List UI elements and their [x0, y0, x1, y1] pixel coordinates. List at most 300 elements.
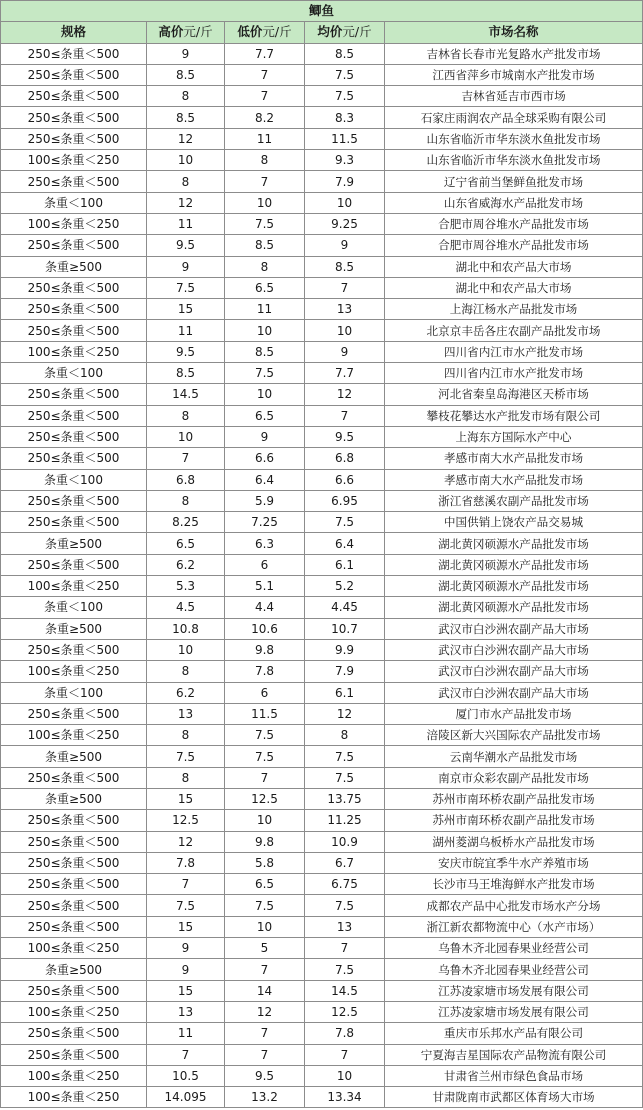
- cell-spec: 条重＜100: [1, 192, 147, 213]
- cell-avg: 10.9: [305, 831, 385, 852]
- table-row: [1, 341, 643, 362]
- cell-market: 四川省内江市水产批发市场: [385, 363, 643, 384]
- title-row: [1, 1, 643, 22]
- cell-avg: 6.75: [305, 874, 385, 895]
- cell-market: 石家庄雨润农产品全球采购有限公司: [385, 107, 643, 128]
- cell-high: 12.5: [147, 810, 225, 831]
- cell-market: 湖北中和农产品大市场: [385, 256, 643, 277]
- cell-market: 南京市众彩农副产品批发市场: [385, 767, 643, 788]
- table-row: [1, 874, 643, 895]
- cell-high: 12: [147, 128, 225, 149]
- cell-market: 安庆市皖宜季牛水产养殖市场: [385, 852, 643, 873]
- cell-high: 8.5: [147, 64, 225, 85]
- cell-market: 甘肃省兰州市绿色食品市场: [385, 1065, 643, 1086]
- cell-high: 8: [147, 171, 225, 192]
- cell-low: 7.5: [225, 746, 305, 767]
- table-row: [1, 448, 643, 469]
- cell-spec: 250≤条重＜500: [1, 107, 147, 128]
- table-row: [1, 788, 643, 809]
- cell-low: 7: [225, 1023, 305, 1044]
- cell-low: 10.6: [225, 618, 305, 639]
- cell-high: 13: [147, 703, 225, 724]
- table-row: [1, 533, 643, 554]
- cell-market: 湖北黄冈硕源水产品批发市场: [385, 576, 643, 597]
- cell-avg: 11.25: [305, 810, 385, 831]
- cell-high: 8.5: [147, 107, 225, 128]
- cell-high: 9: [147, 959, 225, 980]
- cell-market: 武汉市白沙洲农副产品大市场: [385, 682, 643, 703]
- cell-avg: 14.5: [305, 980, 385, 1001]
- cell-low: 7: [225, 86, 305, 107]
- cell-high: 8: [147, 490, 225, 511]
- cell-high: 13: [147, 1001, 225, 1022]
- cell-high: 7: [147, 448, 225, 469]
- cell-high: 14.095: [147, 1087, 225, 1108]
- header-market: 市场名称: [385, 22, 643, 43]
- table-row: [1, 192, 643, 213]
- cell-avg: 7.7: [305, 363, 385, 384]
- table-row: [1, 512, 643, 533]
- cell-market: 乌鲁木齐北园春果业经营公司: [385, 959, 643, 980]
- table-row: [1, 576, 643, 597]
- cell-spec: 250≤条重＜500: [1, 277, 147, 298]
- cell-avg: 10: [305, 320, 385, 341]
- cell-low: 8.5: [225, 235, 305, 256]
- cell-spec: 250≤条重＜500: [1, 448, 147, 469]
- cell-market: 重庆市乐邦水产品有限公司: [385, 1023, 643, 1044]
- table-row: [1, 384, 643, 405]
- cell-low: 10: [225, 384, 305, 405]
- cell-low: 11: [225, 128, 305, 149]
- table-row: [1, 64, 643, 85]
- table-row: [1, 405, 643, 426]
- cell-high: 8.25: [147, 512, 225, 533]
- cell-spec: 250≤条重＜500: [1, 810, 147, 831]
- cell-market: 武汉市白沙洲农副产品大市场: [385, 639, 643, 660]
- cell-market: 浙江省慈溪农副产品批发市场: [385, 490, 643, 511]
- cell-market: 武汉市白沙洲农副产品大市场: [385, 661, 643, 682]
- cell-high: 10: [147, 426, 225, 447]
- cell-high: 6.2: [147, 554, 225, 575]
- cell-spec: 250≤条重＜500: [1, 639, 147, 660]
- cell-high: 6.2: [147, 682, 225, 703]
- cell-avg: 7.5: [305, 767, 385, 788]
- table-row: [1, 213, 643, 234]
- cell-spec: 250≤条重＜500: [1, 86, 147, 107]
- cell-spec: 250≤条重＜500: [1, 512, 147, 533]
- cell-avg: 7: [305, 405, 385, 426]
- cell-market: 武汉市白沙洲农副产品大市场: [385, 618, 643, 639]
- cell-high: 9.5: [147, 341, 225, 362]
- cell-high: 11: [147, 213, 225, 234]
- cell-high: 10: [147, 150, 225, 171]
- cell-high: 8: [147, 405, 225, 426]
- cell-market: 四川省内江市水产批发市场: [385, 341, 643, 362]
- cell-low: 7: [225, 959, 305, 980]
- cell-high: 7.5: [147, 895, 225, 916]
- cell-market: 孝感市南大水产品批发市场: [385, 469, 643, 490]
- cell-avg: 13: [305, 916, 385, 937]
- cell-low: 11: [225, 299, 305, 320]
- cell-high: 9: [147, 938, 225, 959]
- cell-low: 12: [225, 1001, 305, 1022]
- cell-spec: 250≤条重＜500: [1, 384, 147, 405]
- cell-low: 7.5: [225, 895, 305, 916]
- cell-avg: 7.5: [305, 959, 385, 980]
- cell-market: 辽宁省前当堡鲜鱼批发市场: [385, 171, 643, 192]
- cell-market: 湖北中和农产品大市场: [385, 277, 643, 298]
- cell-high: 7: [147, 1044, 225, 1065]
- cell-market: 湖州菱湖乌板桥水产品批发市场: [385, 831, 643, 852]
- cell-low: 9.8: [225, 639, 305, 660]
- cell-spec: 100≤条重＜250: [1, 1065, 147, 1086]
- cell-low: 11.5: [225, 703, 305, 724]
- table-row: [1, 426, 643, 447]
- cell-spec: 250≤条重＜500: [1, 703, 147, 724]
- cell-high: 8: [147, 86, 225, 107]
- cell-avg: 13: [305, 299, 385, 320]
- table-row: [1, 320, 643, 341]
- cell-high: 15: [147, 980, 225, 1001]
- cell-low: 7.5: [225, 213, 305, 234]
- cell-low: 8: [225, 150, 305, 171]
- cell-spec: 250≤条重＜500: [1, 874, 147, 895]
- cell-low: 6: [225, 554, 305, 575]
- cell-low: 6.6: [225, 448, 305, 469]
- table-row: [1, 86, 643, 107]
- cell-spec: 250≤条重＜500: [1, 554, 147, 575]
- cell-spec: 条重＜100: [1, 469, 147, 490]
- cell-spec: 100≤条重＜250: [1, 1087, 147, 1108]
- cell-avg: 9.25: [305, 213, 385, 234]
- table-row: [1, 895, 643, 916]
- table-row: [1, 980, 643, 1001]
- cell-avg: 8.5: [305, 256, 385, 277]
- cell-low: 9.8: [225, 831, 305, 852]
- cell-spec: 条重＜100: [1, 682, 147, 703]
- cell-high: 6.5: [147, 533, 225, 554]
- cell-low: 7.25: [225, 512, 305, 533]
- cell-market: 湖北黄冈硕源水产品批发市场: [385, 533, 643, 554]
- table-row: [1, 171, 643, 192]
- cell-high: 14.5: [147, 384, 225, 405]
- cell-spec: 条重≥500: [1, 618, 147, 639]
- cell-low: 10: [225, 192, 305, 213]
- cell-avg: 4.45: [305, 597, 385, 618]
- cell-spec: 250≤条重＜500: [1, 171, 147, 192]
- cell-market: 中国供销上饶农产品交易城: [385, 512, 643, 533]
- cell-spec: 250≤条重＜500: [1, 299, 147, 320]
- cell-market: 吉林省延吉市西市场: [385, 86, 643, 107]
- cell-spec: 100≤条重＜250: [1, 1001, 147, 1022]
- header-row: [1, 22, 643, 43]
- table-row: [1, 1087, 643, 1108]
- cell-low: 4.4: [225, 597, 305, 618]
- cell-high: 7.5: [147, 746, 225, 767]
- cell-high: 5.3: [147, 576, 225, 597]
- cell-spec: 250≤条重＜500: [1, 916, 147, 937]
- cell-market: 江苏凌家塘市场发展有限公司: [385, 1001, 643, 1022]
- cell-spec: 250≤条重＜500: [1, 490, 147, 511]
- table-row: [1, 682, 643, 703]
- cell-spec: 250≤条重＜500: [1, 895, 147, 916]
- cell-spec: 条重≥500: [1, 788, 147, 809]
- table-row: [1, 639, 643, 660]
- table-row: [1, 150, 643, 171]
- cell-avg: 7.5: [305, 512, 385, 533]
- cell-high: 9: [147, 43, 225, 64]
- header-avg: 均价元/斤: [305, 22, 385, 43]
- cell-spec: 250≤条重＜500: [1, 426, 147, 447]
- cell-spec: 250≤条重＜500: [1, 1044, 147, 1065]
- cell-market: 山东省临沂市华东淡水鱼批发市场: [385, 150, 643, 171]
- cell-spec: 条重≥500: [1, 959, 147, 980]
- cell-market: 湖北黄冈硕源水产品批发市场: [385, 554, 643, 575]
- cell-avg: 12: [305, 703, 385, 724]
- cell-high: 8.5: [147, 363, 225, 384]
- cell-market: 湖北黄冈硕源水产品批发市场: [385, 597, 643, 618]
- table-row: [1, 661, 643, 682]
- table-row: [1, 363, 643, 384]
- cell-market: 成都农产品中心批发市场水产分场: [385, 895, 643, 916]
- cell-high: 10.5: [147, 1065, 225, 1086]
- cell-market: 合肥市周谷堆水产品批发市场: [385, 213, 643, 234]
- table-row: [1, 618, 643, 639]
- cell-avg: 8.3: [305, 107, 385, 128]
- cell-low: 6: [225, 682, 305, 703]
- cell-avg: 8: [305, 725, 385, 746]
- cell-avg: 10: [305, 192, 385, 213]
- cell-high: 9: [147, 256, 225, 277]
- cell-spec: 250≤条重＜500: [1, 980, 147, 1001]
- cell-market: 上海江杨水产品批发市场: [385, 299, 643, 320]
- cell-high: 12: [147, 831, 225, 852]
- cell-market: 吉林省长春市光复路水产批发市场: [385, 43, 643, 64]
- cell-high: 15: [147, 916, 225, 937]
- cell-low: 8: [225, 256, 305, 277]
- cell-market: 浙江新农都物流中心（水产市场）: [385, 916, 643, 937]
- header-high: 高价元/斤: [147, 22, 225, 43]
- cell-market: 宁夏海吉星国际农产品物流有限公司: [385, 1044, 643, 1065]
- cell-spec: 250≤条重＜500: [1, 767, 147, 788]
- cell-market: 云南华潮水产品批发市场: [385, 746, 643, 767]
- cell-market: 长沙市马王堆海鲜水产批发市场: [385, 874, 643, 895]
- cell-avg: 9: [305, 235, 385, 256]
- table-row: [1, 597, 643, 618]
- cell-avg: 6.95: [305, 490, 385, 511]
- cell-low: 8.2: [225, 107, 305, 128]
- cell-spec: 条重＜100: [1, 597, 147, 618]
- header-spec: 规格: [1, 22, 147, 43]
- table-row: [1, 235, 643, 256]
- table-row: [1, 469, 643, 490]
- cell-market: 山东省威海水产品批发市场: [385, 192, 643, 213]
- cell-spec: 100≤条重＜250: [1, 341, 147, 362]
- cell-high: 11: [147, 320, 225, 341]
- cell-market: 孝感市南大水产品批发市场: [385, 448, 643, 469]
- cell-low: 9: [225, 426, 305, 447]
- cell-high: 9.5: [147, 235, 225, 256]
- cell-avg: 12: [305, 384, 385, 405]
- cell-avg: 7.5: [305, 746, 385, 767]
- cell-market: 江苏凌家塘市场发展有限公司: [385, 980, 643, 1001]
- cell-high: 7: [147, 874, 225, 895]
- cell-avg: 6.6: [305, 469, 385, 490]
- cell-spec: 250≤条重＜500: [1, 831, 147, 852]
- cell-avg: 7: [305, 1044, 385, 1065]
- cell-avg: 7.8: [305, 1023, 385, 1044]
- cell-avg: 6.8: [305, 448, 385, 469]
- cell-high: 10.8: [147, 618, 225, 639]
- cell-market: 涪陵区新大兴国际农产品批发市场: [385, 725, 643, 746]
- cell-spec: 250≤条重＜500: [1, 852, 147, 873]
- table-row: [1, 277, 643, 298]
- cell-low: 7: [225, 1044, 305, 1065]
- cell-market: 乌鲁木齐北园春果业经营公司: [385, 938, 643, 959]
- cell-high: 8: [147, 661, 225, 682]
- cell-spec: 100≤条重＜250: [1, 213, 147, 234]
- cell-spec: 250≤条重＜500: [1, 128, 147, 149]
- cell-spec: 条重≥500: [1, 256, 147, 277]
- cell-spec: 250≤条重＜500: [1, 1023, 147, 1044]
- cell-low: 7.5: [225, 725, 305, 746]
- header-low: 低价元/斤: [225, 22, 305, 43]
- cell-spec: 100≤条重＜250: [1, 576, 147, 597]
- table-row: [1, 959, 643, 980]
- cell-low: 6.3: [225, 533, 305, 554]
- table-row: [1, 554, 643, 575]
- cell-avg: 5.2: [305, 576, 385, 597]
- cell-low: 6.4: [225, 469, 305, 490]
- cell-high: 11: [147, 1023, 225, 1044]
- table-row: [1, 767, 643, 788]
- cell-avg: 13.75: [305, 788, 385, 809]
- cell-spec: 250≤条重＜500: [1, 64, 147, 85]
- cell-high: 8: [147, 767, 225, 788]
- cell-avg: 7.5: [305, 86, 385, 107]
- table-row: [1, 256, 643, 277]
- cell-spec: 100≤条重＜250: [1, 661, 147, 682]
- cell-low: 9.5: [225, 1065, 305, 1086]
- cell-avg: 10.7: [305, 618, 385, 639]
- table-row: [1, 746, 643, 767]
- cell-low: 7: [225, 767, 305, 788]
- table-row: [1, 852, 643, 873]
- cell-avg: 13.34: [305, 1087, 385, 1108]
- table-row: [1, 916, 643, 937]
- cell-spec: 条重≥500: [1, 533, 147, 554]
- cell-low: 6.5: [225, 405, 305, 426]
- table-row: [1, 725, 643, 746]
- table-row: [1, 810, 643, 831]
- cell-high: 15: [147, 299, 225, 320]
- cell-avg: 6.4: [305, 533, 385, 554]
- cell-avg: 7.5: [305, 64, 385, 85]
- table-row: [1, 128, 643, 149]
- cell-market: 上海东方国际水产中心: [385, 426, 643, 447]
- cell-avg: 6.7: [305, 852, 385, 873]
- cell-low: 6.5: [225, 277, 305, 298]
- table-row: [1, 1001, 643, 1022]
- cell-market: 甘肃陇南市武都区体育场大市场: [385, 1087, 643, 1108]
- cell-avg: 9.3: [305, 150, 385, 171]
- cell-spec: 100≤条重＜250: [1, 725, 147, 746]
- cell-low: 7: [225, 64, 305, 85]
- cell-high: 4.5: [147, 597, 225, 618]
- cell-avg: 9.5: [305, 426, 385, 447]
- cell-spec: 250≤条重＜500: [1, 405, 147, 426]
- cell-avg: 12.5: [305, 1001, 385, 1022]
- table-row: [1, 938, 643, 959]
- cell-avg: 7.9: [305, 661, 385, 682]
- cell-spec: 条重≥500: [1, 746, 147, 767]
- cell-high: 12: [147, 192, 225, 213]
- cell-low: 5.1: [225, 576, 305, 597]
- table-row: [1, 490, 643, 511]
- cell-avg: 9: [305, 341, 385, 362]
- cell-low: 10: [225, 810, 305, 831]
- cell-spec: 250≤条重＜500: [1, 235, 147, 256]
- cell-avg: 7.5: [305, 895, 385, 916]
- table-title: 鲫鱼: [1, 1, 643, 22]
- cell-low: 7.7: [225, 43, 305, 64]
- cell-low: 6.5: [225, 874, 305, 895]
- cell-avg: 6.1: [305, 682, 385, 703]
- table-row: [1, 1044, 643, 1065]
- cell-avg: 9.9: [305, 639, 385, 660]
- cell-low: 13.2: [225, 1087, 305, 1108]
- table-row: [1, 1023, 643, 1044]
- cell-low: 5.9: [225, 490, 305, 511]
- cell-high: 10: [147, 639, 225, 660]
- cell-low: 10: [225, 320, 305, 341]
- cell-low: 5: [225, 938, 305, 959]
- cell-low: 7.8: [225, 661, 305, 682]
- table-row: [1, 43, 643, 64]
- cell-market: 厦门市水产品批发市场: [385, 703, 643, 724]
- cell-low: 7.5: [225, 363, 305, 384]
- table-row: [1, 703, 643, 724]
- cell-avg: 11.5: [305, 128, 385, 149]
- cell-low: 12.5: [225, 788, 305, 809]
- cell-spec: 条重＜100: [1, 363, 147, 384]
- cell-market: 江西省萍乡市城南水产批发市场: [385, 64, 643, 85]
- cell-market: 合肥市周谷堆水产品批发市场: [385, 235, 643, 256]
- table-row: [1, 299, 643, 320]
- cell-spec: 250≤条重＜500: [1, 43, 147, 64]
- cell-high: 7.5: [147, 277, 225, 298]
- cell-high: 8: [147, 725, 225, 746]
- cell-low: 7: [225, 171, 305, 192]
- cell-market: 攀枝花攀达水产批发市场有限公司: [385, 405, 643, 426]
- cell-avg: 6.1: [305, 554, 385, 575]
- cell-high: 15: [147, 788, 225, 809]
- cell-market: 苏州市南环桥农副产品批发市场: [385, 810, 643, 831]
- cell-high: 7.8: [147, 852, 225, 873]
- cell-avg: 10: [305, 1065, 385, 1086]
- cell-spec: 100≤条重＜250: [1, 150, 147, 171]
- cell-low: 14: [225, 980, 305, 1001]
- cell-high: 6.8: [147, 469, 225, 490]
- cell-market: 北京京丰岳各庄农副产品批发市场: [385, 320, 643, 341]
- cell-avg: 7.9: [305, 171, 385, 192]
- cell-spec: 100≤条重＜250: [1, 938, 147, 959]
- cell-low: 10: [225, 916, 305, 937]
- cell-avg: 8.5: [305, 43, 385, 64]
- cell-low: 8.5: [225, 341, 305, 362]
- cell-market: 山东省临沂市华东淡水鱼批发市场: [385, 128, 643, 149]
- table-row: [1, 107, 643, 128]
